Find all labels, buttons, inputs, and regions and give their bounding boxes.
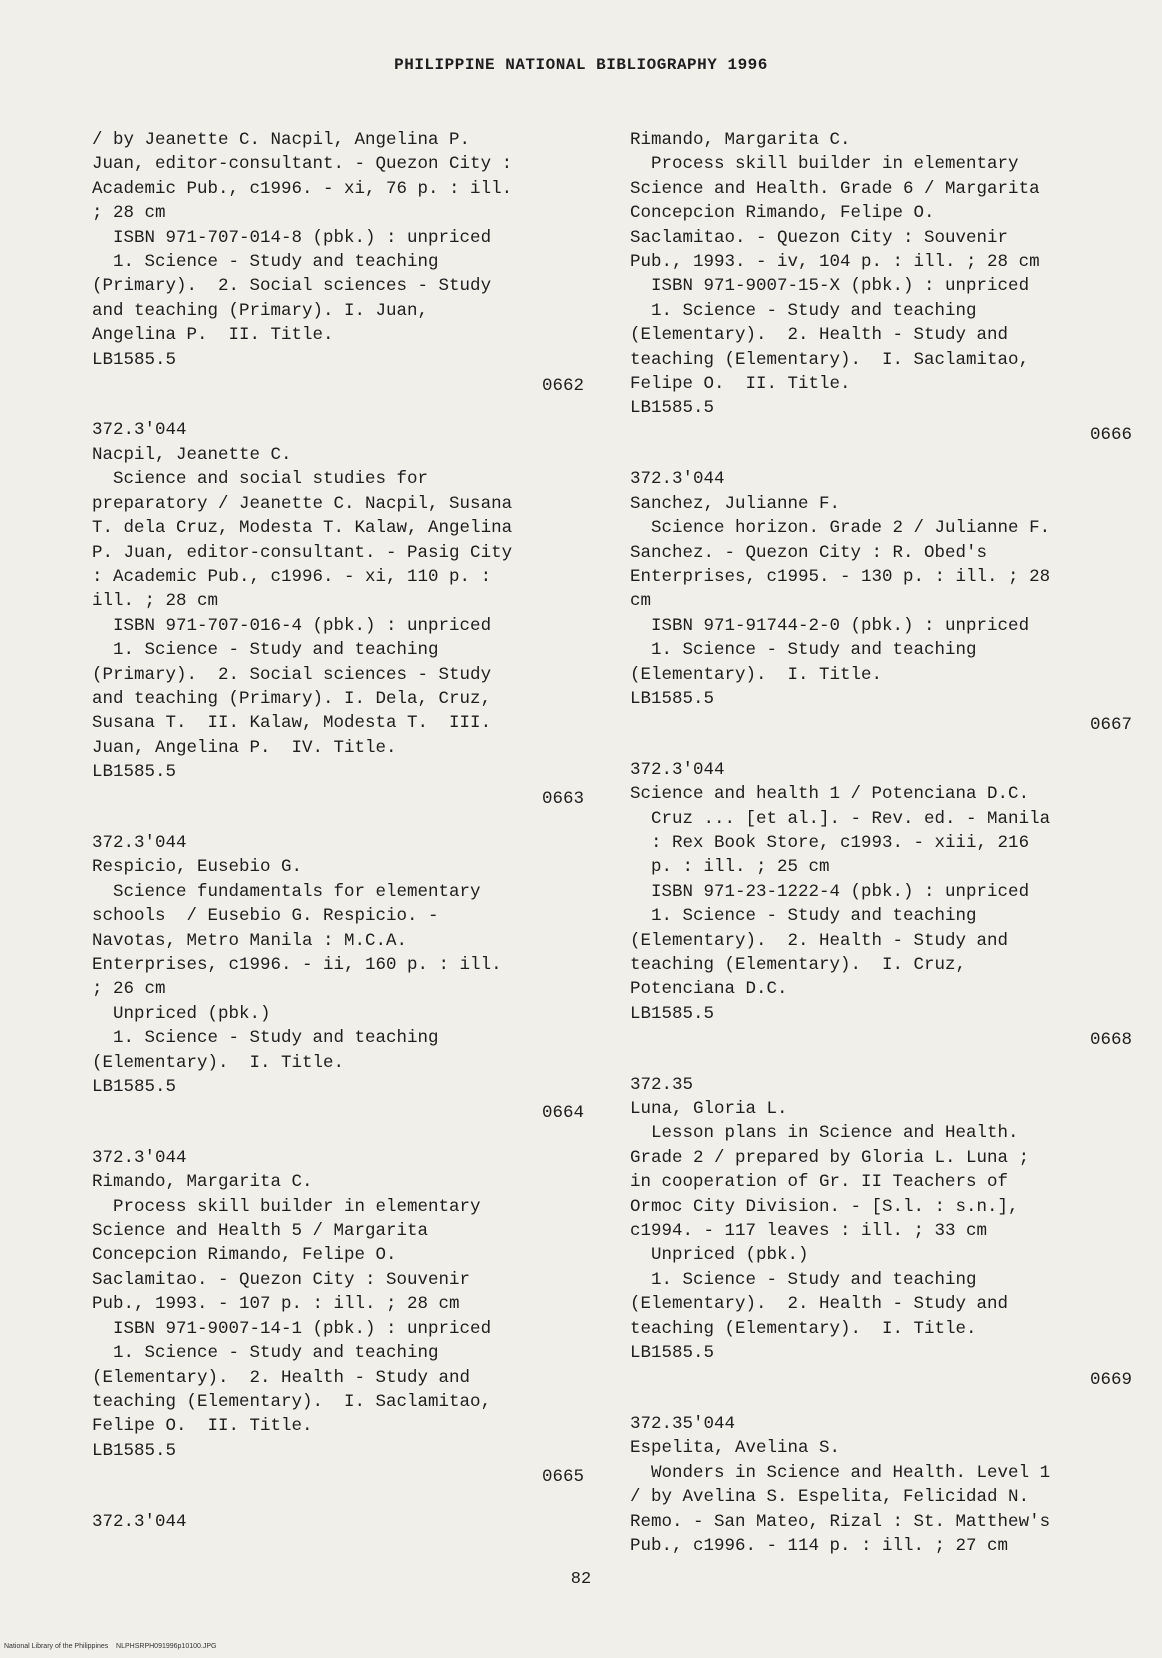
entry-line: in cooperation of Gr. II Teachers of (630, 1172, 1009, 1193)
entry-line: 1. Science - Study and teaching (92, 252, 439, 273)
bibliography-entry (630, 1412, 1140, 1558)
entry-line: Angelina P. II. Title. (92, 325, 334, 346)
entry-line: 1. Science - Study and teaching (92, 640, 439, 661)
entry-line: LB1585.5 (92, 1440, 177, 1461)
entry-line: Science fundamentals for elementary (92, 881, 481, 902)
entry-line: Sanchez. - Quezon City : R. Obed's (630, 542, 988, 563)
entry-line: Felipe O. II. Title. (92, 1416, 313, 1437)
entry-line: 372.3'044 (630, 759, 725, 780)
entry-line: Potenciana D.C. (630, 979, 788, 1000)
entry-line: (Elementary). 2. Health - Study and (92, 1367, 471, 1388)
entry-line: and teaching (Primary). I. Juan, (92, 300, 429, 321)
entry-line: (Elementary). I. Title. (92, 1052, 345, 1073)
entry-line: / by Avelina S. Espelita, Felicidad N. (630, 1487, 1030, 1508)
scan-footer: National Library of the Philippines NLPHSRPH091996p10100.JPG (4, 1643, 217, 1650)
entry-line: Felipe O. II. Title. (630, 374, 851, 395)
entry-line: Rimando, Margarita C. (630, 130, 851, 150)
entry-number: 0665 (541, 1467, 584, 1488)
entry-line: ; 28 cm (92, 203, 166, 224)
entry-line: ill. ; 28 cm (92, 591, 219, 612)
entry-line: preparatory / Jeanette C. Nacpil, Susana (92, 493, 513, 514)
entry-line: 372.3'044 (92, 420, 187, 441)
bibliography-entry (630, 758, 1140, 1053)
bibliography-entry (92, 831, 592, 1126)
entry-line: (Primary). 2. Social sciences - Study (92, 276, 492, 297)
entry-line: 1. Science - Study and teaching (630, 1269, 977, 1290)
entry-line: Unpriced (pbk.) (92, 1003, 271, 1024)
entry-line: Rimando, Margarita C. (92, 1172, 313, 1193)
entry-line: Nacpil, Jeanette C. (92, 444, 292, 465)
entry-line: Ormoc City Division. - [S.l. : s.n.], (630, 1196, 1019, 1217)
page-number: 82 (570, 1570, 592, 1589)
entry-line: LB1585.5 (92, 762, 177, 783)
page-header: PHILIPPINE NATIONAL BIBLIOGRAPHY 1996 (394, 56, 768, 74)
entry-number: 0666 (1089, 424, 1132, 445)
entry-line: Pub., 1993. - 107 p. : ill. ; 28 cm (92, 1294, 460, 1315)
entry-line: Science and Health 5 / Margarita (92, 1221, 429, 1242)
entry-number: 0662 (541, 376, 584, 397)
left-column (92, 128, 592, 1554)
entry-line: 372.35 (630, 1074, 694, 1095)
entry-line: Concepcion Rimando, Felipe O. (630, 203, 935, 224)
entry-line: Academic Pub., c1996. - xi, 76 p. : ill. (92, 178, 513, 199)
entry-line: Science and health 1 / Potenciana D.C. (630, 784, 1030, 805)
entry-line: ISBN 971-9007-14-1 (pbk.) : unpriced (92, 1318, 492, 1339)
entry-line: Science and Health. Grade 6 / Margarita (630, 178, 1040, 199)
right-column (630, 128, 1140, 1578)
entry-line: LB1585.5 (630, 1003, 715, 1024)
entry-line: Espelita, Avelina S. (630, 1438, 841, 1459)
entry-line: Pub., c1996. - 114 p. : ill. ; 27 cm (630, 1535, 1009, 1556)
entry-line: 372.35'044 (630, 1413, 736, 1434)
entry-line: ; 26 cm (92, 979, 166, 1000)
entry-line: Cruz ... [et al.]. - Rev. ed. - Manila (630, 808, 1051, 829)
entry-line: Juan, editor-consultant. - Quezon City : (92, 154, 513, 175)
entry-line: Enterprises, c1995. - 130 p. : ill. ; 28 (630, 566, 1051, 587)
entry-line: ISBN 971-9007-15-X (pbk.) : unpriced (630, 276, 1030, 297)
entry-line: T. dela Cruz, Modesta T. Kalaw, Angelina (92, 518, 513, 539)
entry-line: cm (630, 591, 652, 612)
entry-line: Remo. - San Mateo, Rizal : St. Matthew's (630, 1511, 1051, 1532)
entry-line: 372.3'044 (630, 469, 725, 490)
entry-line: (Elementary). 2. Health - Study and (630, 930, 1009, 951)
entry-number: 0668 (1089, 1030, 1132, 1051)
entry-line: 1. Science - Study and teaching (630, 300, 977, 321)
entry-line: teaching (Elementary). I. Saclamitao, (92, 1391, 492, 1412)
entry-line: Respicio, Eusebio G. (92, 857, 303, 878)
entry-line: Process skill builder in elementary (92, 1196, 481, 1217)
entry-line: Sanchez, Julianne F. (630, 493, 841, 514)
entry-line: LB1585.5 (630, 1343, 715, 1364)
entry-line: Science horizon. Grade 2 / Julianne F. (630, 518, 1051, 539)
entry-number: 0664 (541, 1103, 584, 1124)
bibliography-entry (630, 1073, 1140, 1392)
entry-line: and teaching (Primary). I. Dela, Cruz, (92, 688, 492, 709)
entry-line: 372.3'044 (92, 832, 187, 853)
entry-number: 0663 (541, 788, 584, 809)
entry-line: teaching (Elementary). I. Title. (630, 1318, 977, 1339)
entry-line: schools / Eusebio G. Respicio. - (92, 906, 439, 927)
entry-line: Luna, Gloria L. (630, 1099, 788, 1120)
bibliography-entry (92, 1510, 592, 1534)
entry-line: Wonders in Science and Health. Level 1 (630, 1462, 1051, 1483)
entry-line: 1. Science - Study and teaching (630, 906, 977, 927)
entry-line: Navotas, Metro Manila : M.C.A. (92, 930, 408, 951)
entry-line: LB1585.5 (630, 398, 715, 419)
bibliography-entry (630, 128, 1140, 447)
entry-line: Lesson plans in Science and Health. (630, 1123, 1019, 1144)
bibliography-entry (92, 128, 592, 398)
entry-number: 0669 (1089, 1369, 1132, 1390)
entry-line: p. : ill. ; 25 cm (630, 857, 830, 878)
entry-line: Pub., 1993. - iv, 104 p. : ill. ; 28 cm (630, 252, 1040, 273)
entry-line: Susana T. II. Kalaw, Modesta T. III. (92, 713, 492, 734)
entry-line: (Elementary). 2. Health - Study and (630, 1294, 1009, 1315)
entry-line: / by Jeanette C. Nacpil, Angelina P. (92, 130, 471, 150)
entry-line: ISBN 971-23-1222-4 (pbk.) : unpriced (630, 881, 1030, 902)
bibliography-entry (92, 418, 592, 811)
entry-line: Science and social studies for (92, 469, 429, 490)
entry-line: P. Juan, editor-consultant. - Pasig City (92, 542, 513, 563)
entry-line: Process skill builder in elementary (630, 154, 1019, 175)
bibliography-entry (92, 1146, 592, 1490)
entry-line: Unpriced (pbk.) (630, 1245, 809, 1266)
entry-line: 1. Science - Study and teaching (92, 1028, 439, 1049)
entry-line: Grade 2 / prepared by Gloria L. Luna ; (630, 1147, 1030, 1168)
bibliography-entry (630, 467, 1140, 737)
entry-line: : Rex Book Store, c1993. - xiii, 216 (630, 832, 1030, 853)
entry-line: ISBN 971-707-016-4 (pbk.) : unpriced (92, 615, 492, 636)
entry-line: ISBN 971-91744-2-0 (pbk.) : unpriced (630, 615, 1030, 636)
entry-line: : Academic Pub., c1996. - xi, 110 p. : (92, 566, 492, 587)
entry-line: 1. Science - Study and teaching (92, 1343, 439, 1364)
entry-line: Enterprises, c1996. - ii, 160 p. : ill. (92, 955, 502, 975)
entry-line: LB1585.5 (630, 688, 715, 709)
entry-line: Juan, Angelina P. IV. Title. (92, 737, 397, 758)
entry-line: 372.3'044 (92, 1511, 187, 1532)
entry-line: Saclamitao. - Quezon City : Souvenir (630, 227, 1009, 248)
entry-line: (Primary). 2. Social sciences - Study (92, 664, 492, 685)
entry-line: (Elementary). 2. Health - Study and (630, 325, 1009, 346)
entry-line: 372.3'044 (92, 1147, 187, 1168)
entry-line: LB1585.5 (92, 349, 177, 370)
entry-line: ISBN 971-707-014-8 (pbk.) : unpriced (92, 227, 492, 248)
entry-number: 0667 (1089, 715, 1132, 736)
entry-line: Saclamitao. - Quezon City : Souvenir (92, 1269, 471, 1290)
entry-line: c1994. - 117 leaves : ill. ; 33 cm (630, 1221, 988, 1242)
entry-line: LB1585.5 (92, 1077, 177, 1098)
entry-line: 1. Science - Study and teaching (630, 640, 977, 661)
entry-line: teaching (Elementary). I. Cruz, (630, 955, 967, 975)
entry-line: teaching (Elementary). I. Saclamitao, (630, 349, 1030, 370)
entry-line: (Elementary). I. Title. (630, 664, 883, 685)
entry-line: Concepcion Rimando, Felipe O. (92, 1245, 397, 1266)
